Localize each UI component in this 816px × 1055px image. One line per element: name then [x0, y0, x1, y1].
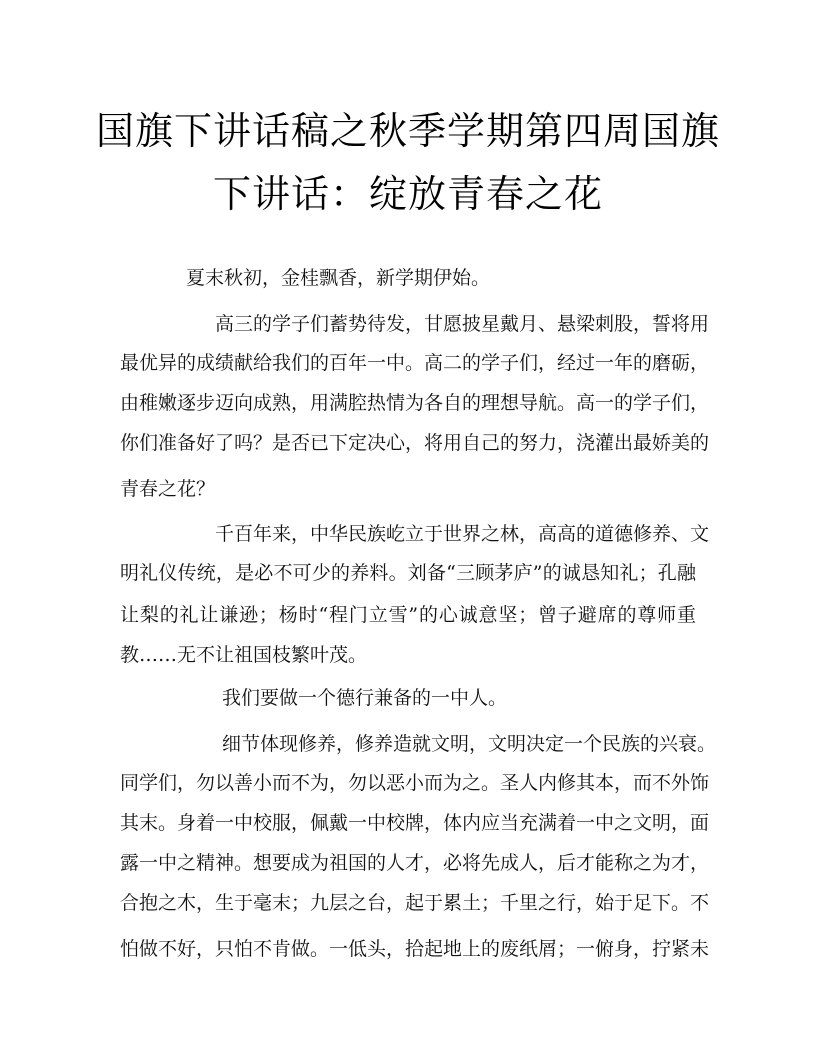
paragraph-line: 明礼仪传统，是必不可少的养料。刘备“三顾茅庐”的诚恳知礼；孔融 — [120, 562, 696, 584]
paragraph-line: 夏末秋初，金桂飘香，新学期伊始。 — [186, 267, 491, 289]
paragraph-line: 其末。身着一中校服，佩戴一中校牌，体内应当充满着一中之文明，面 — [120, 812, 710, 834]
paragraph-line: 细节体现修养，修养造就文明，文明决定一个民族的兴衰。 — [222, 733, 717, 755]
paragraph-line: 同学们，勿以善小而不为，勿以恶小而为之。圣人内修其本，而不外饰 — [120, 772, 710, 794]
paragraph-line: 我们要做一个德行兼备的一中人。 — [222, 687, 508, 709]
paragraph-line: 高三的学子们蓄势待发，甘愿披星戴月、悬梁刺股，誓将用 — [215, 313, 710, 335]
title-line-2: 下讲话：绽放青春之花 — [212, 172, 603, 216]
paragraph-line: 让梨的礼让谦逊；杨时“程门立雪”的心诚意坚；曾子避席的尊师重 — [120, 604, 696, 626]
paragraph-line: 你们准备好了吗？是否已下定决心，将用自己的努力，浇灌出最娇美的 — [120, 432, 710, 454]
paragraph-line: 合抱之木，生于毫末；九层之台，起于累土；千里之行，始于足下。不 — [120, 892, 710, 914]
paragraph-line: 教……无不让祖国枝繁叶茂。 — [120, 644, 368, 666]
paragraph-line: 怕做不好，只怕不肯做。一低头，拾起地上的废纸屑；一俯身，拧紧未 — [120, 938, 710, 960]
paragraph-line: 千百年来，中华民族屹立于世界之林，高高的道德修养、文 — [215, 523, 710, 545]
title-line-1: 国旗下讲话稿之秋季学期第四周国旗 — [95, 109, 720, 153]
paragraph-line: 露一中之精神。想要成为祖国的人才，必将先成人，后才能称之为才， — [120, 852, 710, 874]
paragraph-line: 青春之花？ — [120, 478, 216, 500]
paragraph-line: 由稚嫩逐步迈向成熟，用满腔热情为各自的理想导航。高一的学子们， — [120, 392, 710, 414]
paragraph-line: 最优异的成绩献给我们的百年一中。高二的学子们，经过一年的磨砺， — [120, 352, 710, 374]
